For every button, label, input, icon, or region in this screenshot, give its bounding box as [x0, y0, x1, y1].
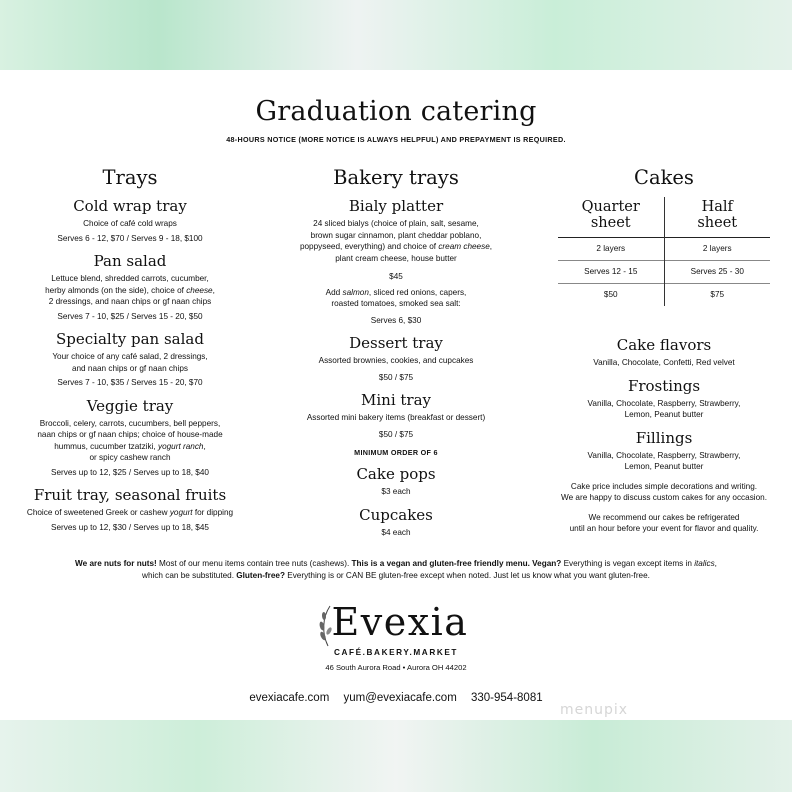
email-link[interactable]: yum@evexiacafe.com [343, 692, 457, 704]
item-desc: Vanilla, Chocolate, Raspberry, Strawberry, Lemon, Peanut butter [587, 450, 741, 471]
cakes-column [550, 166, 778, 535]
item-name: Veggie tray [86, 396, 174, 415]
dessert-tray [280, 334, 512, 383]
item-name: Mini tray [361, 391, 431, 409]
menu-item [20, 397, 240, 479]
menu-item [20, 486, 240, 533]
table-row: 2 layers 2 layers [558, 238, 770, 261]
item-price: Serves up to 12, $25 / Serves up to 18, $40 [51, 467, 209, 477]
item-name: Fillings [635, 428, 693, 447]
minimum-order: MINIMUM ORDER OF 6 [354, 448, 438, 457]
menu-sheet [0, 70, 792, 720]
fillings [550, 429, 778, 473]
item-desc: Lettuce blend, shredded carrots, cucumber, herby almonds (on the side), choice of cheese, 2 dressings, and naan chips or gf naan chips [45, 274, 215, 306]
item-price: Serves 6 - 12, $70 / Serves 9 - 18, $100 [57, 233, 203, 243]
brand-wordmark: Evexia [324, 600, 469, 644]
brand-tagline: CAFÉ.BAKERY.MARKET [333, 648, 459, 657]
item-name: Cake pops [356, 465, 436, 483]
item-name: Cold wrap tray [73, 197, 187, 215]
cake-note: We recommend our cakes be refrigerated until an hour before your event for flavor and quality. [569, 512, 759, 533]
page-title: Graduation catering [255, 96, 537, 127]
table-row: Serves 12 - 15 Serves 25 - 30 [558, 261, 770, 284]
cake-flavors [550, 336, 778, 369]
item-desc: Vanilla, Chocolate, Raspberry, Strawberry, Lemon, Peanut butter [587, 398, 741, 419]
item-desc: Choice of sweetened Greek or cashew yogurt for dipping [26, 508, 234, 517]
cakes-table [558, 197, 770, 306]
dietary-note: We are nuts for nuts! Most of our menu items contain tree nuts (cashews). This is a vegan and gluten-free friendly menu. Vegan? Everything is vegan except items in italics, which can be substituted. Gluten-free? Everything is or CAN BE gluten-free except when noted. Just let us know what you want gluten-free. [75, 559, 717, 580]
cupcakes [280, 506, 512, 539]
cake-options [550, 336, 778, 535]
website-link[interactable]: evexiacafe.com [249, 692, 330, 704]
menu-item [20, 197, 240, 244]
item-desc: 24 sliced bialys (choice of plain, salt, sesame, brown sugar cinnamon, plant cheddar poblano, poppyseed, everything) and choice of cream cheese, plant cream cheese, house butter [299, 219, 493, 263]
notice-text: 48-HOURS NOTICE (MORE NOTICE IS ALWAYS HELPFUL) AND PREPAYMENT IS REQUIRED. [226, 135, 566, 144]
item-name: Frostings [627, 376, 701, 395]
item-desc: Broccoli, celery, carrots, cucumbers, bell peppers, naan chips or gf naan chips; choice of house-made hummus, cucumber tzatziki, yogurt ranch, or spicy cashew ranch [37, 418, 223, 462]
watermark: menupix [560, 702, 629, 718]
bakery-heading: Bakery trays [333, 166, 459, 189]
item-name: Bialy platter [348, 197, 444, 215]
trays-column [20, 166, 240, 541]
item-desc: Your choice of any café salad, 2 dressings, and naan chips or gf naan chips [52, 352, 208, 373]
frostings [550, 377, 778, 421]
trays-heading: Trays [102, 166, 158, 189]
item-price: $4 each [381, 527, 411, 537]
table-header: Half sheet [697, 199, 738, 231]
item-name: Specialty pan salad [56, 330, 204, 348]
menu-item [20, 252, 240, 322]
table-header: Quarter sheet [558, 197, 664, 238]
phone-number[interactable]: 330-954-8081 [471, 692, 543, 704]
item-name: Fruit tray, seasonal fruits [33, 486, 227, 504]
menu-item [20, 330, 240, 389]
cakes-heading: Cakes [634, 166, 694, 189]
item-price: Serves 7 - 10, $25 / Serves 15 - 20, $50 [57, 311, 203, 321]
olive-branch-icon [314, 604, 336, 648]
bakery-column [280, 166, 512, 546]
item-name: Pan salad [93, 252, 167, 270]
item-name: Cake flavors [616, 336, 712, 354]
cake-note: Cake price includes simple decorations and writing. We are happy to discuss custom cakes for any occasion. [561, 481, 767, 502]
brand-address: 46 South Aurora Road • Aurora OH 44202 [325, 663, 467, 672]
item-price: $3 each [381, 487, 411, 496]
item-price: $45 [389, 272, 403, 281]
mini-tray [280, 391, 512, 440]
item-name: Cupcakes [359, 505, 433, 524]
background-bottom [0, 720, 792, 792]
item-desc: Choice of café cold wraps [83, 219, 177, 228]
item-price: Serves 6, $30 [370, 315, 422, 325]
brand-logo [0, 600, 792, 672]
table-row: $50 $75 [558, 284, 770, 307]
item-desc: Assorted mini bakery items (breakfast or dessert) [306, 413, 486, 422]
item-desc-addon: Add salmon, sliced red onions, capers, roasted tomatoes, smoked sea salt: [325, 287, 467, 308]
cake-pops [280, 465, 512, 498]
background-top [0, 0, 792, 70]
item-price: Serves up to 12, $30 / Serves up to 18, $45 [51, 522, 209, 532]
item-price: $50 / $75 [378, 429, 414, 439]
contact-line [0, 692, 792, 704]
item-desc: Vanilla, Chocolate, Confetti, Red velvet [593, 358, 735, 367]
item-price: Serves 7 - 10, $35 / Serves 15 - 20, $70 [57, 378, 203, 387]
bialy-platter [280, 197, 512, 326]
item-name: Dessert tray [349, 334, 443, 352]
item-desc: Assorted brownies, cookies, and cupcakes [318, 356, 474, 365]
item-price: $50 / $75 [378, 372, 414, 382]
